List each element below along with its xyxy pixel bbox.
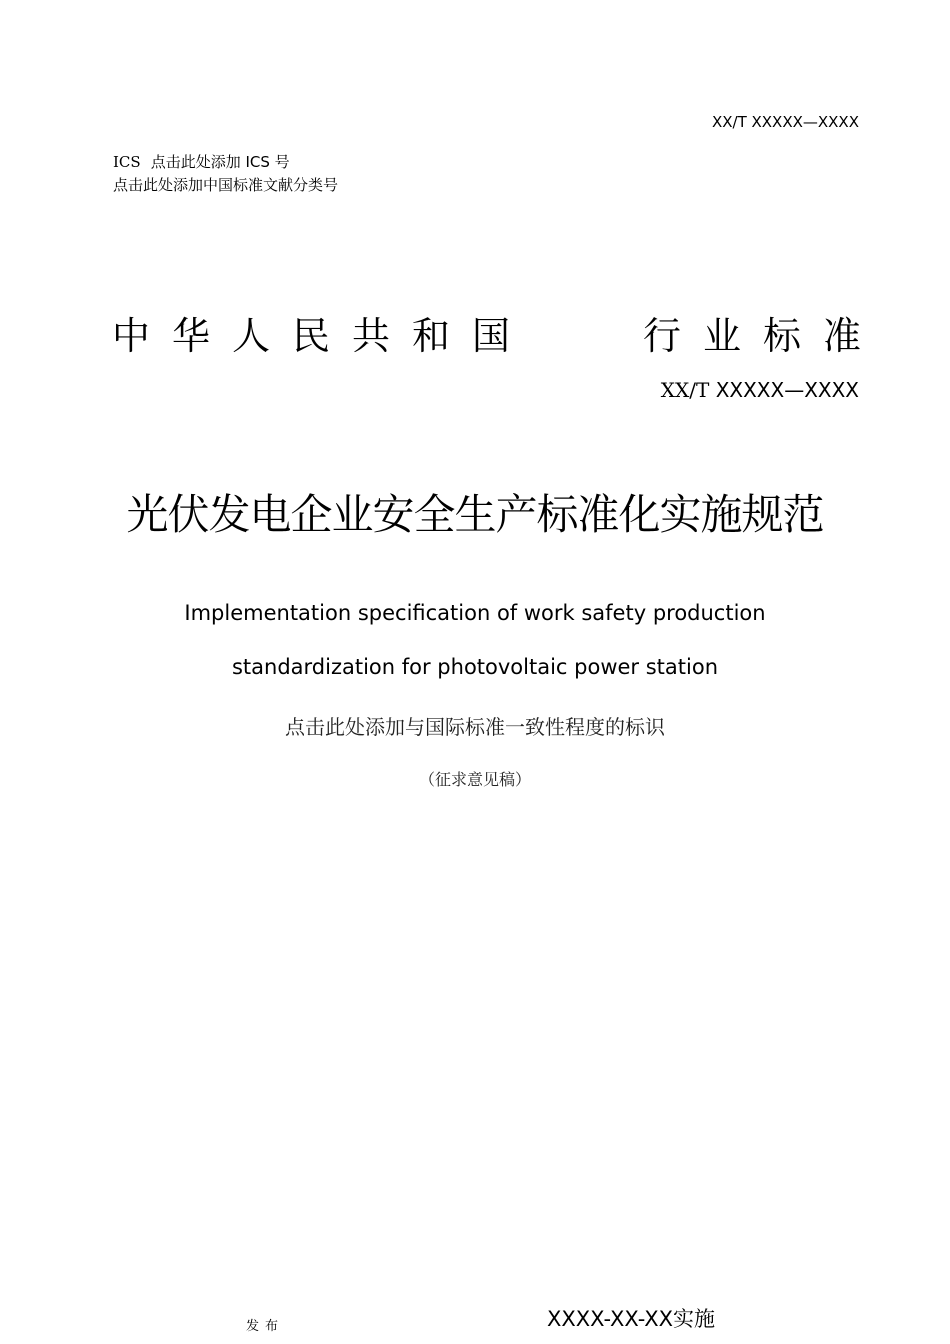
- title-english-line-1: Implementation specification of work safety production: [184, 601, 766, 625]
- ics-line: [113, 151, 290, 172]
- title-chinese: 光伏发电企业安全生产标准化实施规范: [126, 490, 824, 539]
- standard-kind: 行业标准: [642, 314, 883, 358]
- standard-code-number: XXXXX—XXXX: [715, 378, 859, 402]
- draft-status: （征求意见稿）: [418, 770, 531, 789]
- standard-code-prefix: XX/T: [660, 378, 710, 402]
- standard-code: [661, 378, 859, 402]
- ics-prefix: ICS: [113, 153, 141, 171]
- consistency-placeholder[interactable]: 点击此处添加与国际标准一致性程度的标识: [285, 715, 665, 739]
- title-english-line-2: standardization for photovoltaic power station: [231, 655, 718, 679]
- classification-placeholder[interactable]: 点击此处添加中国标准文献分类号: [113, 176, 339, 194]
- header-standard-code: XX/T XXXXX—XXXX: [711, 113, 859, 131]
- org-name: 中华人民共和国: [112, 314, 533, 358]
- ics-placeholder[interactable]: 点击此处添加 ICS 号: [150, 153, 290, 171]
- publish-label: 发布: [246, 1319, 285, 1334]
- implement-date: XXXX-XX-XX实施: [547, 1307, 716, 1331]
